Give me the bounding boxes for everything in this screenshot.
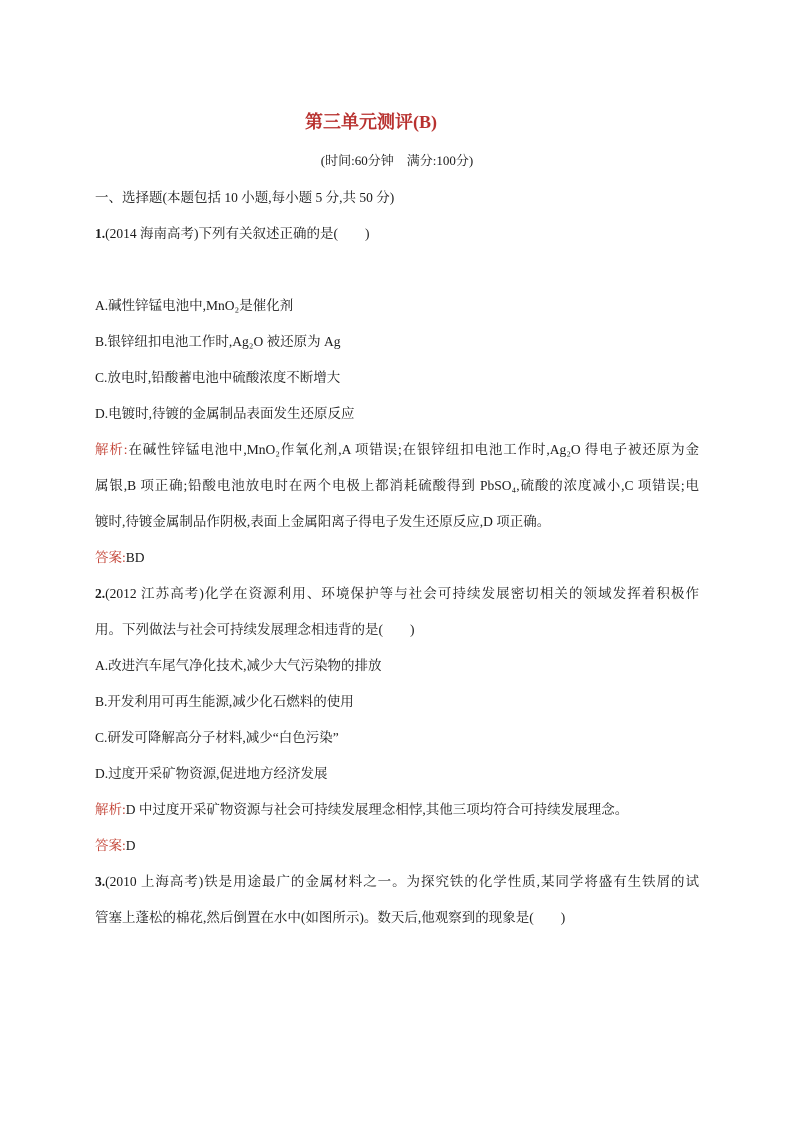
question-3 (95, 864, 699, 936)
analysis-label: 解析: (95, 442, 128, 457)
question-1-option-d: D.电镀时,待镀的金属制品表面发生还原反应 (95, 406, 355, 421)
answer-label: 答案: (95, 550, 126, 565)
section-heading: 一、选择题(本题包括 10 小题,每小题 5 分,共 50 分) (95, 190, 395, 205)
question-2-stem-text: (2012 江苏高考)化学在资源利用、环境保护等与社会可持续发展密切相关的领域发挥着积极作 (105, 586, 699, 601)
question-2-option-c: C.研发可降解高分子材料,减少“白色污染” (95, 730, 339, 745)
question-3-stem-text: (2010 上海高考)铁是用途最广的金属材料之一。为探究铁的化学性质,某同学将盛有生铁屑的试 (105, 874, 699, 889)
question-2-option-a: A.改进汽车尾气净化技术,减少大气污染物的排放 (95, 658, 382, 673)
question-2-stem-line-2: 用。下列做法与社会可持续发展理念相违背的是( ) (95, 622, 415, 637)
answer-value: BD (125, 550, 145, 565)
question-1-analysis-line-1 (95, 432, 699, 468)
question-2-answer (95, 828, 699, 864)
answer-value: D (125, 838, 136, 853)
question-3-stem-line-2: 管塞上蓬松的棉花,然后倒置在水中(如图所示)。数天后,他观察到的现象是( ) (95, 910, 566, 925)
question-2-number: 2. (95, 586, 106, 601)
question-1-stem-text: (2014 海南高考)下列有关叙述正确的是( ) (105, 226, 370, 241)
question-1 (95, 216, 699, 576)
blank-line (95, 252, 699, 288)
question-2-stem-line-1 (95, 576, 699, 612)
exam-body (95, 180, 699, 936)
question-1-option-a: A.碱性锌锰电池中,MnO₂是催化剂 (95, 298, 294, 313)
question-1-answer (95, 540, 699, 576)
question-1-number: 1. (95, 226, 106, 241)
analysis-text: D 中过度开采矿物资源与社会可持续发展理念相悖,其他三项均符合可持续发展理念。 (125, 802, 629, 817)
question-1-stem (95, 216, 699, 252)
question-3-number: 3. (95, 874, 106, 889)
answer-label: 答案: (95, 838, 126, 853)
question-1-analysis-line-2: 属银,B 项正确;铅酸电池放电时在两个电极上都消耗硫酸得到 PbSO₄,硫酸的浓度减小,C 项错误;电 (95, 478, 699, 493)
test-info-subtitle: (时间:60分钟 满分:100分) (320, 153, 474, 168)
question-2 (95, 576, 699, 864)
question-2-analysis (95, 792, 699, 828)
question-3-stem-line-1 (95, 864, 699, 900)
question-1-option-b: B.银锌纽扣电池工作时,Ag₂O 被还原为 Ag (95, 334, 341, 349)
question-1-analysis-line-3: 镀时,待镀金属制品作阴极,表面上金属阳离子得电子发生还原反应,D 项正确。 (95, 514, 551, 529)
question-2-option-b: B.开发利用可再生能源,减少化石燃料的使用 (95, 694, 354, 709)
unit-test-title: 第三单元测评(B) (305, 112, 437, 132)
analysis-label: 解析: (95, 802, 126, 817)
question-1-option-c: C.放电时,铅酸蓄电池中硫酸浓度不断增大 (95, 370, 341, 385)
analysis-text: 在碱性锌锰电池中,MnO₂作氧化剂,A 项错误;在银锌纽扣电池工作时,Ag₂O 得电子被还原为金 (127, 442, 699, 457)
question-2-option-d: D.过度开采矿物资源,促进地方经济发展 (95, 766, 328, 781)
